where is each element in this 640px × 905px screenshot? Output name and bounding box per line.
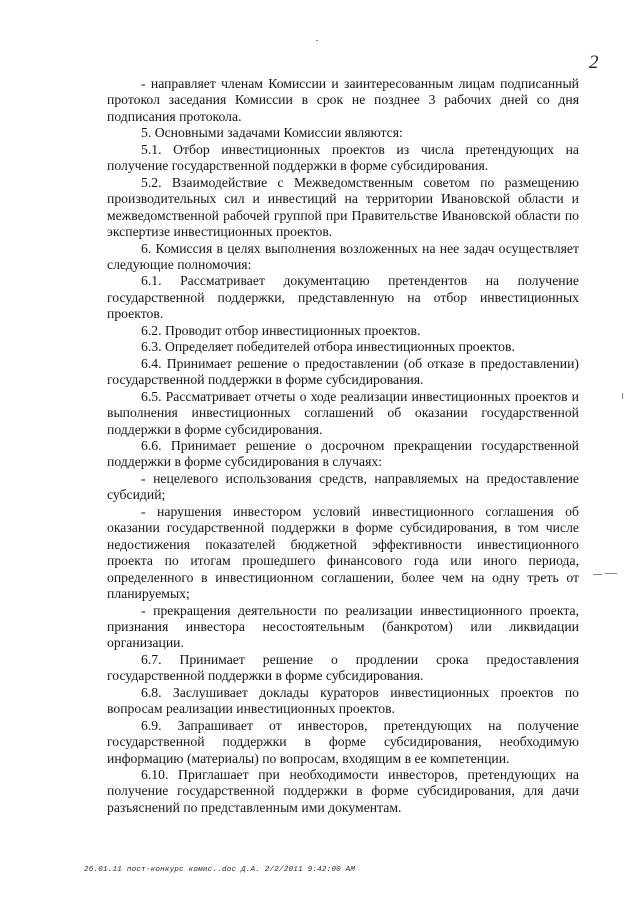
paragraph-5-2: 5.2. Взаимодействие с Межведомственным советом по размещению производительных сил и инвестиций на территории Ивановской области и межведомственной рабочей группой при Правительстве Ивановской области по экспертизе инвестиционных проектов. xyxy=(107,174,579,240)
scan-artifact-dash-1 xyxy=(593,574,602,575)
paragraph-6-1: 6.1. Рассматривает документацию претендентов на получение государственной поддержки, представленную на отбор инвестиционных проектов. xyxy=(107,273,579,322)
paragraph-6-6: 6.6. Принимает решение о досрочном прекращении государственной поддержки в форме субсидирования в случаях: xyxy=(107,437,579,470)
page-number: 2 xyxy=(589,52,599,73)
file-footer: 26.01.11 пост-конкурс комис..doc Д.А. 2/2/2011 9:42:00 AM xyxy=(84,866,356,874)
paragraph-6-4: 6.4. Принимает решение о предоставлении (об отказе в предоставлении) государственной поддержки в форме субсидирования. xyxy=(107,355,579,388)
paragraph-5-heading: 5. Основными задачами Комиссии являются: xyxy=(141,125,403,141)
paragraph-6-9: 6.9. Запрашивает от инвесторов, претендующих на получение государственной поддержки в форме субсидирования, необходимую информацию (материалы) по вопросам, входящим в ее компетенции. xyxy=(107,717,579,766)
paragraph-6-heading: 6. Комиссия в целях выполнения возложенных на нее задач осуществляет следующие полномочия: xyxy=(107,240,579,272)
paragraph-6-8: 6.8. Заслушивает доклады кураторов инвестиционных проектов по вопросам реализации инвестиционных проектов. xyxy=(107,684,579,717)
scan-artifact-top-dot xyxy=(316,40,318,41)
paragraph-6-6-case-termination: - прекращения деятельности по реализации инвестиционного проекта, признания инвестора несостоятельным (банкротом) или ликвидации организации. xyxy=(107,602,579,651)
paragraph-6-3: 6.3. Определяет победителей отбора инвестиционных проектов. xyxy=(141,339,515,355)
paragraph-6-10: 6.10. Приглашает при необходимости инвесторов, претендующих на получение государственной поддержки в форме субсидирования, для дачи разъяснений по представленным ими документам. xyxy=(107,767,579,815)
paragraph-6-6-case-violation: - нарушения инвестором условий инвестиционного соглашения об оказании государственной поддержки в форме субсидирования, в том числе недостижения показателей бюджетной эффективности инвестиционного проекта по итогам прошедшего финансового года или иного периода, определенного в инвестиционном соглашении, более чем на одну треть от планируемых; xyxy=(107,503,579,602)
paragraph-5-1: 5.1. Отбор инвестиционных проектов из числа претендующих на получение государственной поддержки в форме субсидирования. xyxy=(107,141,579,174)
paragraph-6-7: 6.7. Принимает решение о продлении срока предоставления государственной поддержки в форме субсидирования. xyxy=(107,651,579,684)
paragraph-6-2: 6.2. Проводит отбор инвестиционных проектов. xyxy=(141,322,421,338)
scan-artifact-dash-2 xyxy=(605,573,617,574)
paragraph-6-5: 6.5. Рассматривает отчеты о ходе реализации инвестиционных проектов и выполнения инвестиционных соглашений об оказании государственной поддержки в форме субсидирования. xyxy=(107,388,579,437)
paragraph-6-6-case-misuse: - нецелевого использования средств, направляемых на предоставление субсидий; xyxy=(107,470,579,503)
scan-artifact-dot xyxy=(622,393,623,399)
document-body xyxy=(107,76,579,816)
paragraph-protocol-distribution: - направляет членам Комиссии и заинтересованным лицам подписанный протокол заседания Комиссии в срок не позднее 3 рабочих дней со дня подписания протокола. xyxy=(107,76,579,124)
